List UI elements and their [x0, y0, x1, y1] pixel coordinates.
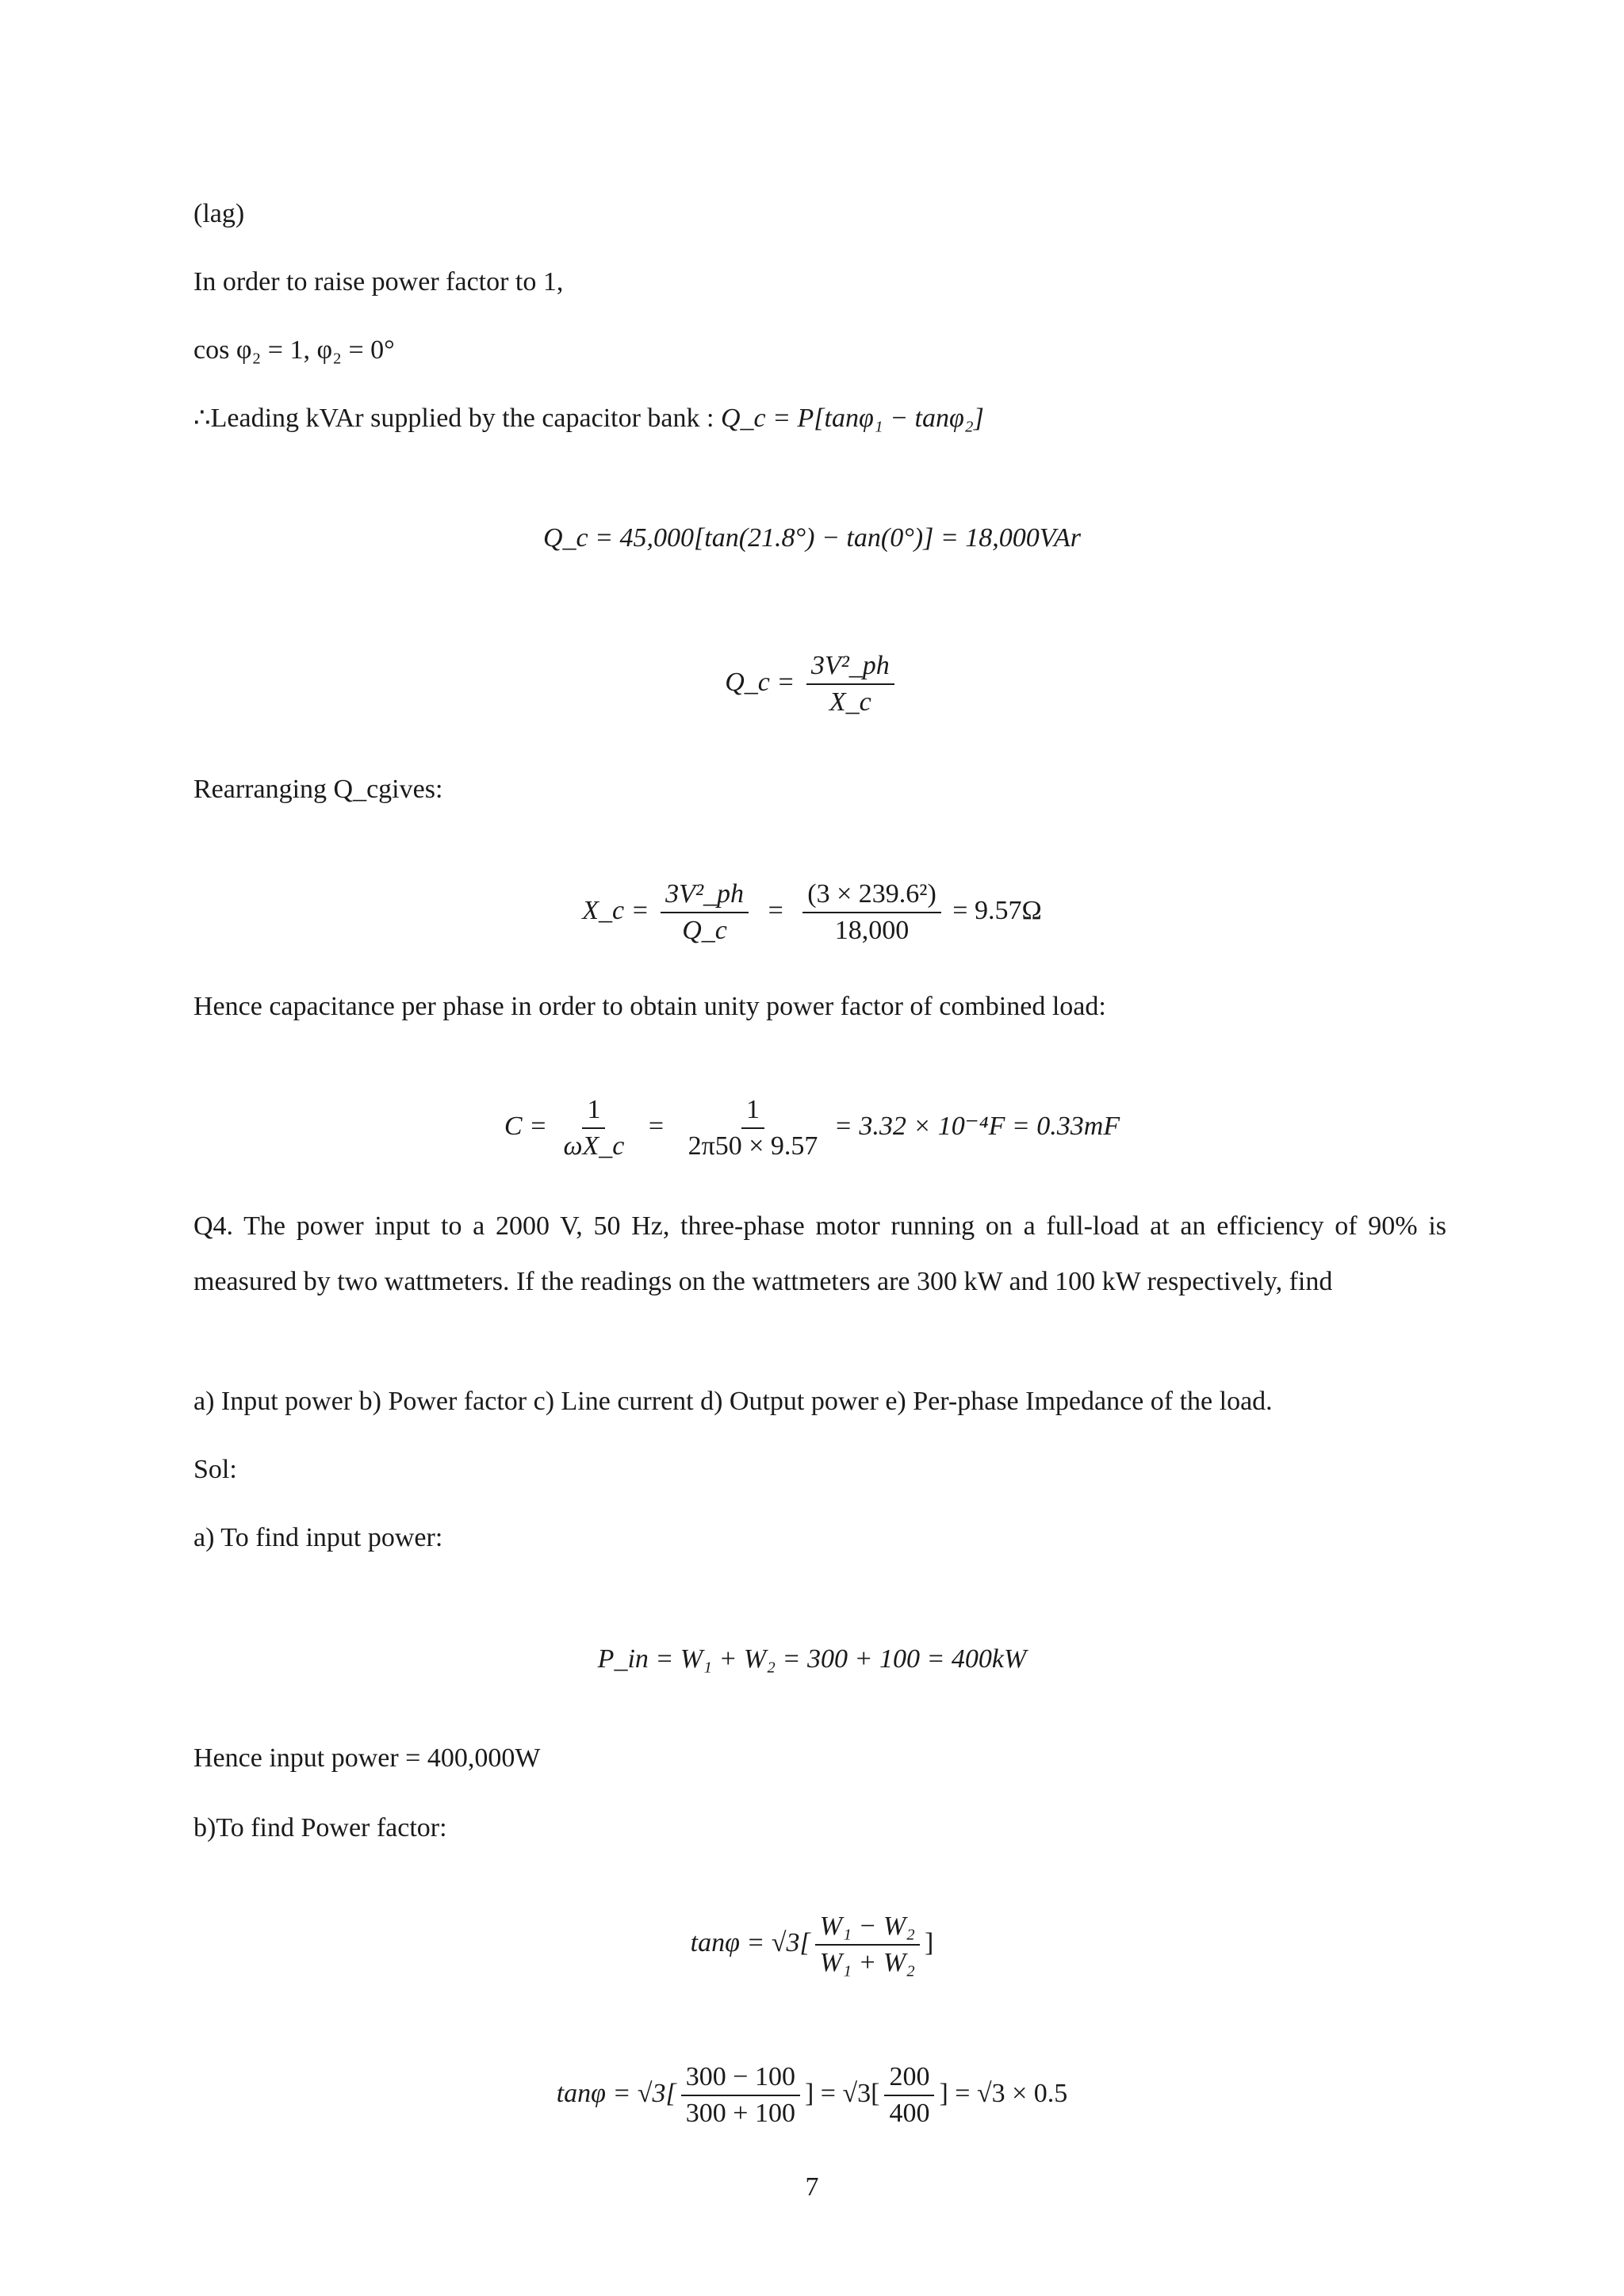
- eq7-fraction-1: [681, 2061, 800, 2130]
- eq3-f2-numerator: (3 × 239.6²): [802, 878, 941, 913]
- equation-capacitance: [0, 1094, 1624, 1162]
- eq6-lhs: tanφ = √3[: [690, 1927, 810, 1957]
- text-sol: Sol:: [193, 1455, 237, 1484]
- eq3-f2-denominator: 18,000: [834, 916, 910, 945]
- eq7-f1-denominator: 300 + 100: [685, 2099, 795, 2128]
- eq6-close: ]: [925, 1927, 934, 1957]
- eq3-f1-numerator: 3V²_ph: [661, 878, 749, 913]
- eq3-f1-denominator: Q_c: [682, 916, 727, 945]
- text-a-find-input-power: a) To find input power:: [193, 1523, 443, 1552]
- text-hence-capacitance: Hence capacitance per phase in order to obtain unity power factor of combined load:: [193, 992, 1106, 1021]
- eq7-f2-denominator: 400: [889, 2099, 930, 2128]
- text-parts-list: a) Input power b) Power factor c) Line current d) Output power e) Per-phase Impedance of the load.: [193, 1387, 1273, 1416]
- eq2-denominator: X_c: [829, 687, 871, 717]
- eq7-f1-numerator: 300 − 100: [681, 2061, 800, 2096]
- eq3-fraction-1: [661, 878, 749, 947]
- eq4-rhs: = 3.32 × 10⁻⁴F = 0.33mF: [833, 1111, 1120, 1141]
- eq2-lhs: Q_c =: [725, 667, 795, 697]
- eq7-mid: ] = √3[: [804, 2078, 880, 2108]
- eq7-fraction-2: [884, 2061, 934, 2130]
- eq3-equals: =: [768, 895, 783, 925]
- eq4-fraction-1: [559, 1094, 630, 1162]
- equation-xc: [0, 878, 1624, 947]
- equation-tanphi-general: [0, 1911, 1624, 1979]
- eq4-f1-numerator: 1: [582, 1094, 605, 1129]
- eq7-rhs: ] = √3 × 0.5: [939, 2078, 1068, 2108]
- leading-kvar-label: Leading kVAr supplied by the capacitor bank :: [210, 404, 721, 433]
- question-q4: Q4. The power input to a 2000 V, 50 Hz, three-phase motor running on a full-load at an efficiency of 90% is measured by two wattmeters. If the readings on the wattmeters are 300 kW and 100 kW respectively, find: [193, 1211, 1446, 1296]
- eq4-f2-numerator: 1: [741, 1094, 764, 1129]
- eq6-fraction: [815, 1911, 920, 1979]
- text-hence-input-power: Hence input power = 400,000W: [193, 1743, 541, 1773]
- text-lag: (lag): [193, 199, 245, 228]
- leading-kvar-formula: Q_c = P[tanφ₁ − tanφ₂]: [720, 404, 984, 433]
- eq3-lhs: X_c =: [582, 895, 649, 925]
- text-raise-power-factor: In order to raise power factor to 1,: [193, 267, 564, 297]
- equation-qc-value: Q_c = 45,000[tan(21.8°) − tan(0°)] = 18,000VAr: [542, 523, 1082, 553]
- eq2-fraction: [806, 650, 894, 718]
- eq6-numerator: W₁ − W₂: [815, 1911, 920, 1946]
- eq4-f2-denominator: 2π50 × 9.57: [688, 1131, 818, 1161]
- text-b-find-power-factor: b)To find Power factor:: [193, 1813, 447, 1843]
- text-leading-kvar: [193, 401, 984, 436]
- eq2-numerator: 3V²_ph: [806, 650, 894, 685]
- eq4-fraction-2: [684, 1094, 823, 1162]
- equation-pin: P_in = W₁ + W₂ = 300 + 100 = 400kW: [597, 1644, 1027, 1674]
- therefore-symbol: ∴: [193, 404, 211, 433]
- eq4-lhs: C =: [504, 1111, 548, 1141]
- text-rearranging: Rearranging Q_cgives:: [193, 775, 443, 804]
- eq3-fraction-2: [802, 878, 941, 947]
- eq7-f2-numerator: 200: [884, 2061, 934, 2096]
- page-number: 7: [805, 2172, 819, 2202]
- eq4-f1-denominator: ωX_c: [563, 1131, 625, 1161]
- equation-qc-formula: [0, 650, 1624, 718]
- eq4-equals: =: [648, 1111, 665, 1141]
- equation-tanphi-values: [0, 2061, 1624, 2130]
- text-cos-phi2: cos φ₂ = 1, φ₂ = 0°: [193, 335, 395, 365]
- eq7-lhs: tanφ = √3[: [556, 2078, 676, 2108]
- eq6-denominator: W₁ + W₂: [819, 1948, 915, 1977]
- eq3-rhs: = 9.57Ω: [952, 895, 1042, 925]
